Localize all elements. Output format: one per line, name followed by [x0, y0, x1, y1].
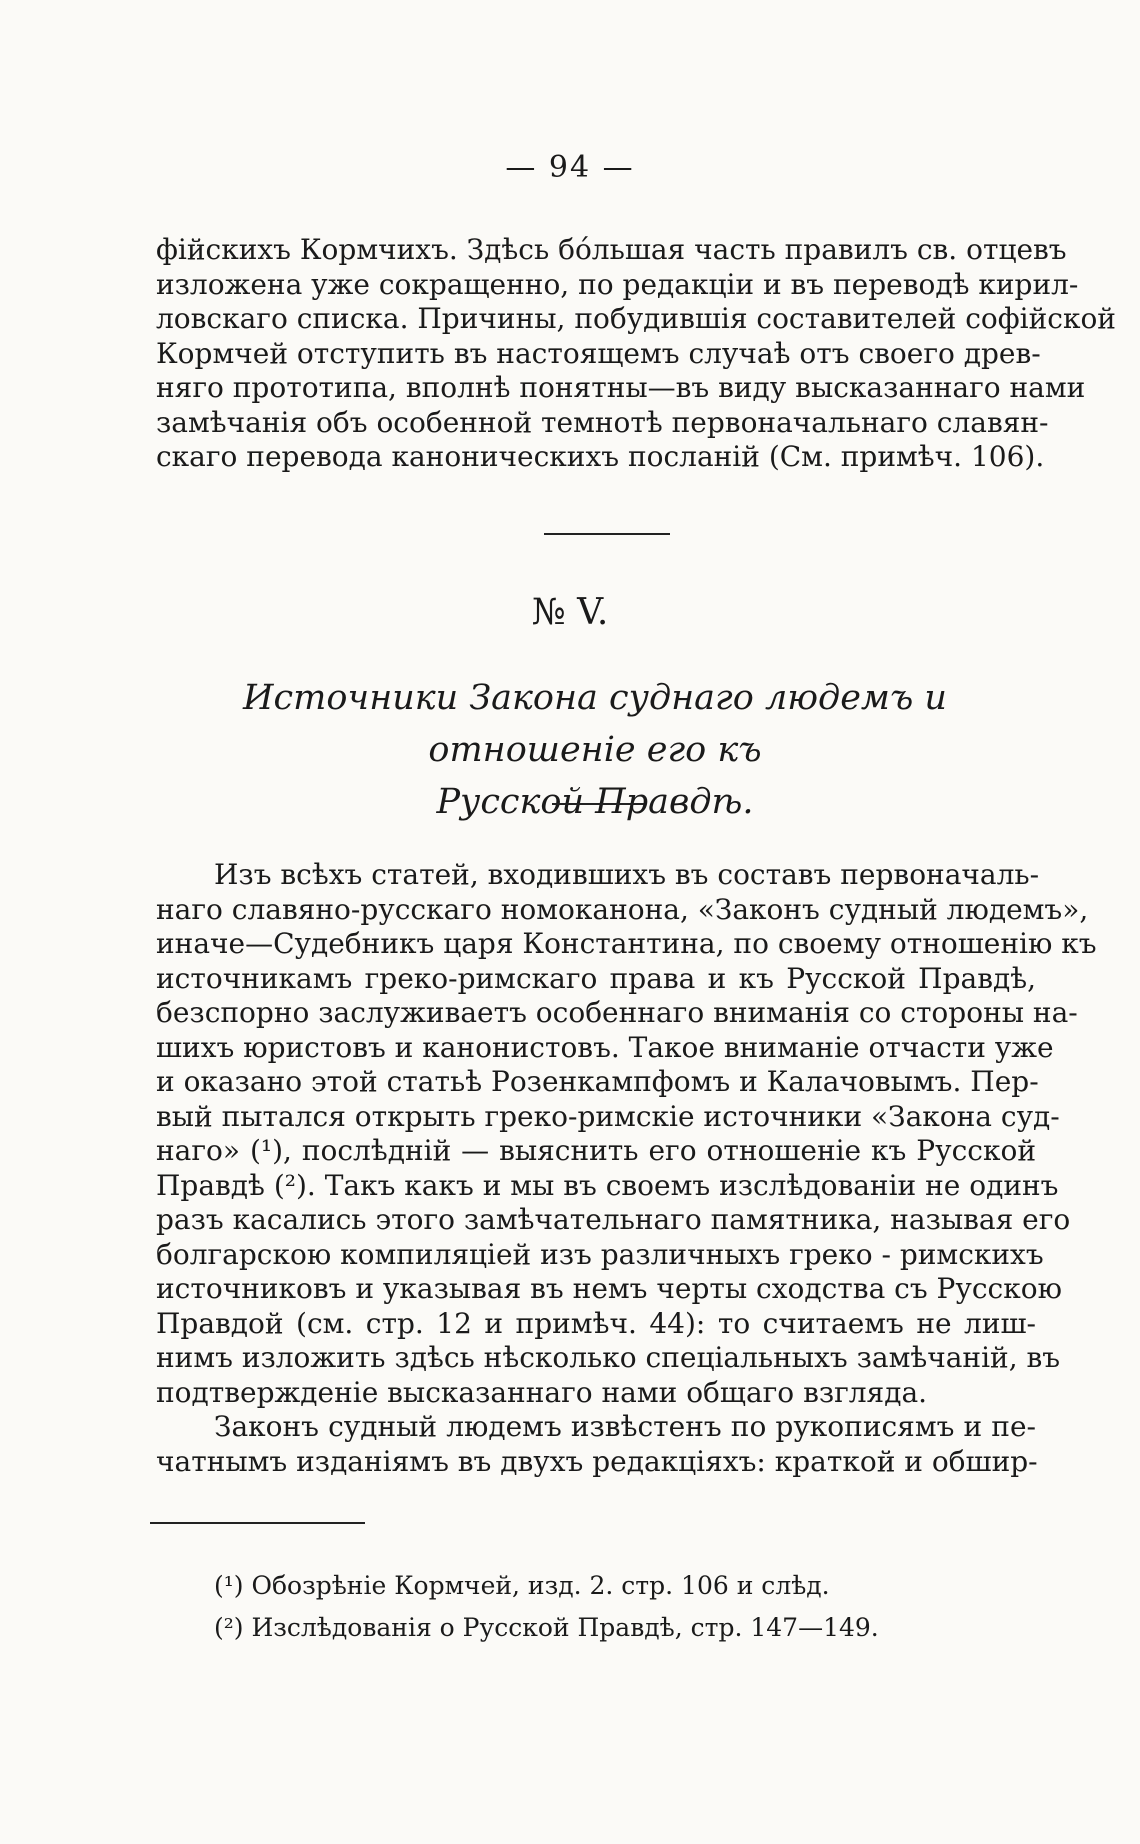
footnotes — [214, 1565, 1014, 1649]
text-line: шихъ юристовъ и канонистовъ. Такое вниманіе отчасти уже — [156, 1030, 1054, 1064]
text-line: источниковъ и указывая въ немъ черты сходства съ Русскою — [156, 1272, 1062, 1305]
text-line: источникамъ греко-римскаго права и къ Русской Правдѣ, — [156, 961, 1036, 995]
text-line: фійскихъ Кормчихъ. Здѣсь бо́льшая часть правилъ св. отцевъ — [156, 233, 1067, 266]
page-number: — 94 — — [505, 150, 635, 185]
text-line: разъ касались этого замѣчательнаго памятника, называя его — [156, 1203, 1071, 1236]
title-divider — [552, 803, 644, 805]
text-line: Кормчей отступить въ настоящемъ случаѣ отъ своего древ- — [156, 336, 1041, 370]
body-paragraph — [156, 858, 1097, 1479]
footnote-divider — [150, 1522, 365, 1524]
text-line: наго славяно-русскаго номоканона, «Законъ судный людемъ», — [156, 892, 1089, 926]
text-line: Правдѣ (²). Такъ какъ и мы въ своемъ изслѣдованіи не одинъ — [156, 1168, 1059, 1202]
text-line: Правдой (см. стр. 12 и примѣч. 44): то считаемъ не лиш- — [156, 1306, 1036, 1340]
text-line: няго прототипа, вполнѣ понятны—въ виду высказаннаго нами — [156, 371, 1086, 404]
text-line: чатнымъ изданіямъ въ двухъ редакціяхъ: краткой и обшир- — [156, 1444, 1038, 1478]
text-line: и оказано этой статьѣ Розенкампфомъ и Калачовымъ. Пер- — [156, 1065, 1039, 1098]
text-line: Законъ судный людемъ извѣстенъ по рукописямъ и пе- — [214, 1410, 1036, 1443]
text-line: подтвержденіе высказаннаго нами общаго взгляда. — [156, 1375, 928, 1409]
text-line: изложена уже сокращенно, по редакціи и въ переводѣ кирил- — [156, 267, 1079, 301]
text-line: замѣчанія объ особенной темнотѣ первоначальнаго славян- — [156, 405, 1049, 439]
section-title-line: Источники Закона суднаго людемъ и отношеніе его къ — [243, 678, 947, 770]
text-line: вый пытался открыть греко-римскіе источники «Закона суд- — [156, 1099, 1060, 1133]
footnote-mark: (¹) — [214, 1571, 244, 1600]
section-divider — [544, 533, 670, 535]
footnote-text: Обозрѣніе Кормчей, изд. 2. стр. 106 и слѣд. — [251, 1571, 830, 1600]
section-title-line: Русской Правдѣ. — [436, 782, 754, 822]
text-line: наго» (¹), послѣдній — выяснить его отношеніе къ Русской — [156, 1134, 1036, 1167]
text-line: болгарскою компиляціей изъ различныхъ греко - римскихъ — [156, 1237, 1044, 1271]
text-line: ловскаго списка. Причины, побудившія составителей софійской — [156, 302, 1116, 335]
text-line: иначе—Судебникъ царя Константина, по своему отношенію къ — [156, 927, 1097, 960]
text-line: Изъ всѣхъ статей, входившихъ въ составъ первоначаль- — [214, 858, 1040, 891]
paragraph-continued — [156, 233, 1116, 475]
footnote-text: Изслѣдованія о Русской Правдѣ, стр. 147—149. — [251, 1613, 879, 1642]
footnote — [214, 1565, 1014, 1607]
footnote-mark: (²) — [214, 1613, 244, 1642]
text-line: нимъ изложить здѣсь нѣсколько спеціальныхъ замѣчаній, въ — [156, 1341, 1061, 1374]
footnote — [214, 1607, 1014, 1649]
section-number: № V. — [531, 592, 609, 633]
text-line: безспорно заслуживаетъ особеннаго вниманія со стороны на- — [156, 996, 1078, 1029]
text-line: скаго перевода каноническихъ посланій (См. примѣч. 106). — [156, 440, 1045, 473]
